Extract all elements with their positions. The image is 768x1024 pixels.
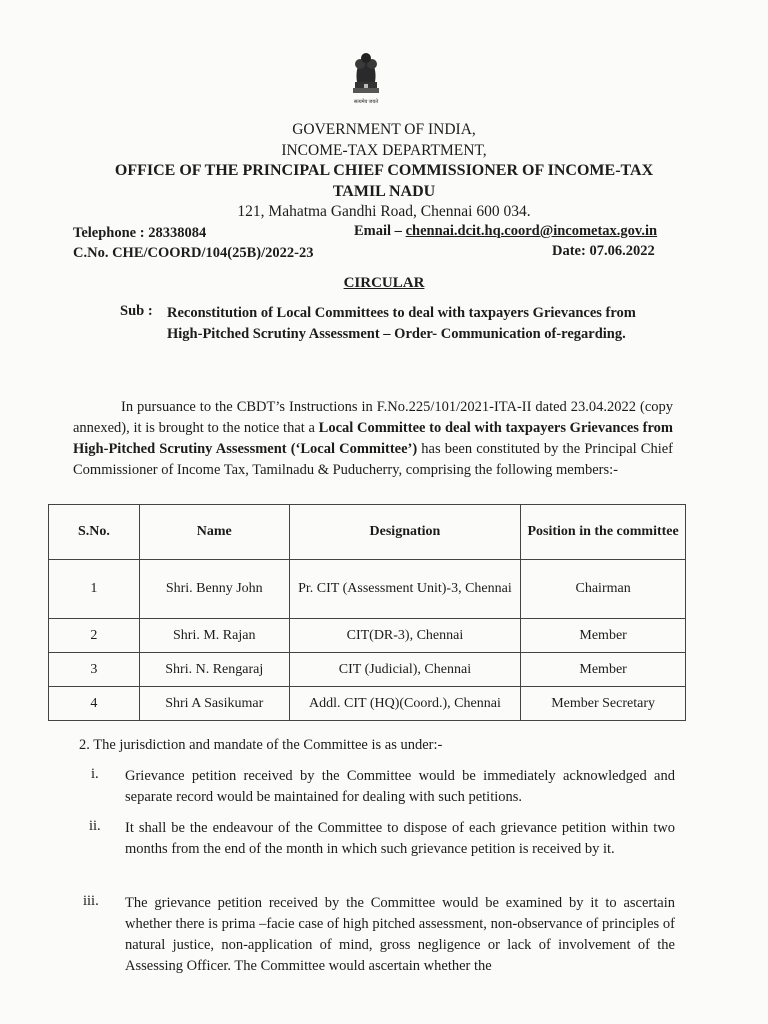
cell-sno: 2 bbox=[49, 619, 140, 653]
list-item-text: Grievance petition received by the Committee would be immediately acknowledged and separate record would be maintained for dealing with such petitions. bbox=[125, 768, 675, 805]
col-header-designation: Designation bbox=[289, 505, 521, 560]
header-line-department: INCOME-TAX DEPARTMENT, bbox=[281, 142, 487, 159]
cell-sno: 4 bbox=[49, 687, 140, 721]
cell-name: Shri. Benny John bbox=[139, 560, 289, 619]
circular-date: Date: 07.06.2022 bbox=[552, 243, 655, 259]
table-row bbox=[49, 619, 686, 653]
cell-position: Member Secretary bbox=[521, 687, 686, 721]
email-link[interactable]: chennai.dcit.hq.coord@incometax.gov.in bbox=[405, 223, 658, 239]
intro-text-part2: has been constituted by the Principal Chief Commissioner of Income Tax, Tamilnadu & Puducherry, comprising the following members:- bbox=[73, 441, 673, 478]
col-header-position: Position in the committee bbox=[521, 505, 686, 560]
cell-sno: 1 bbox=[49, 560, 140, 619]
list-item-number: iii. bbox=[83, 893, 99, 909]
email-line bbox=[354, 223, 657, 240]
list-item-number: ii. bbox=[89, 818, 101, 834]
section-2-heading: 2. The jurisdiction and mandate of the Committee is as under:- bbox=[79, 737, 443, 753]
header-line-government: GOVERNMENT OF INDIA, bbox=[292, 121, 476, 138]
cell-position: Chairman bbox=[521, 560, 686, 619]
intro-paragraph bbox=[73, 397, 673, 481]
table-row bbox=[49, 687, 686, 721]
intro-text-bold: Local Committee to deal with taxpayers Grievances from High-Pitched Scrutiny Assessment (‘Local Committee’) bbox=[73, 420, 673, 457]
subject-text: Reconstitution of Local Committees to deal with taxpayers Grievances from High-Pitched Scrutiny Assessment – Order- Communication of-regarding. bbox=[167, 305, 636, 342]
table-row bbox=[49, 653, 686, 687]
header-line-region: TAMIL NADU bbox=[332, 183, 436, 200]
cell-position: Member bbox=[521, 619, 686, 653]
list-item-text: It shall be the endeavour of the Committee to dispose of each grievance petition within two months from the end of the month in which such grievance petition is received by it. bbox=[125, 820, 675, 857]
cell-name: Shri. M. Rajan bbox=[139, 619, 289, 653]
table-header-row bbox=[49, 505, 686, 560]
list-item-number: i. bbox=[91, 766, 99, 782]
intro-text-part1: In pursuance to the CBDT’s Instructions in F.No.225/101/2021-ITA-II dated 23.04.2022 (copy annexed), it is brought to the notice that a bbox=[73, 399, 673, 436]
telephone: Telephone : 28338084 bbox=[73, 225, 207, 241]
cell-designation: CIT(DR-3), Chennai bbox=[289, 619, 521, 653]
cell-designation: Addl. CIT (HQ)(Coord.), Chennai bbox=[289, 687, 521, 721]
cell-name: Shri A Sasikumar bbox=[139, 687, 289, 721]
header-address: 121, Mahatma Gandhi Road, Chennai 600 034. bbox=[237, 203, 531, 220]
email-label: Email – bbox=[354, 223, 406, 239]
circular-number: C.No. CHE/COORD/104(25B)/2022-23 bbox=[73, 245, 314, 261]
col-header-name: Name bbox=[139, 505, 289, 560]
cell-name: Shri. N. Rengaraj bbox=[139, 653, 289, 687]
list-item-text: The grievance petition received by the Committee would be examined by it to ascertain whether there is prima –facie case of high pitched assessment, non-observance of principles of natural justice, non-application of mind, gross negligence or lack of involvement of the Assessing Officer. The Committee would ascertain whether the bbox=[125, 895, 675, 974]
subject-label: Sub : bbox=[120, 303, 153, 319]
emblem-motto: सत्यमेव जयते bbox=[353, 100, 379, 105]
col-header-sno: S.No. bbox=[49, 505, 140, 560]
circular-title: CIRCULAR bbox=[343, 275, 425, 291]
cell-sno: 3 bbox=[49, 653, 140, 687]
cell-position: Member bbox=[521, 653, 686, 687]
cell-designation: CIT (Judicial), Chennai bbox=[289, 653, 521, 687]
header-line-office: OFFICE OF THE PRINCIPAL CHIEF COMMISSIONER OF INCOME-TAX bbox=[114, 162, 654, 179]
members-table bbox=[48, 504, 686, 721]
table-row bbox=[49, 560, 686, 619]
cell-designation: Pr. CIT (Assessment Unit)-3, Chennai bbox=[289, 560, 521, 619]
